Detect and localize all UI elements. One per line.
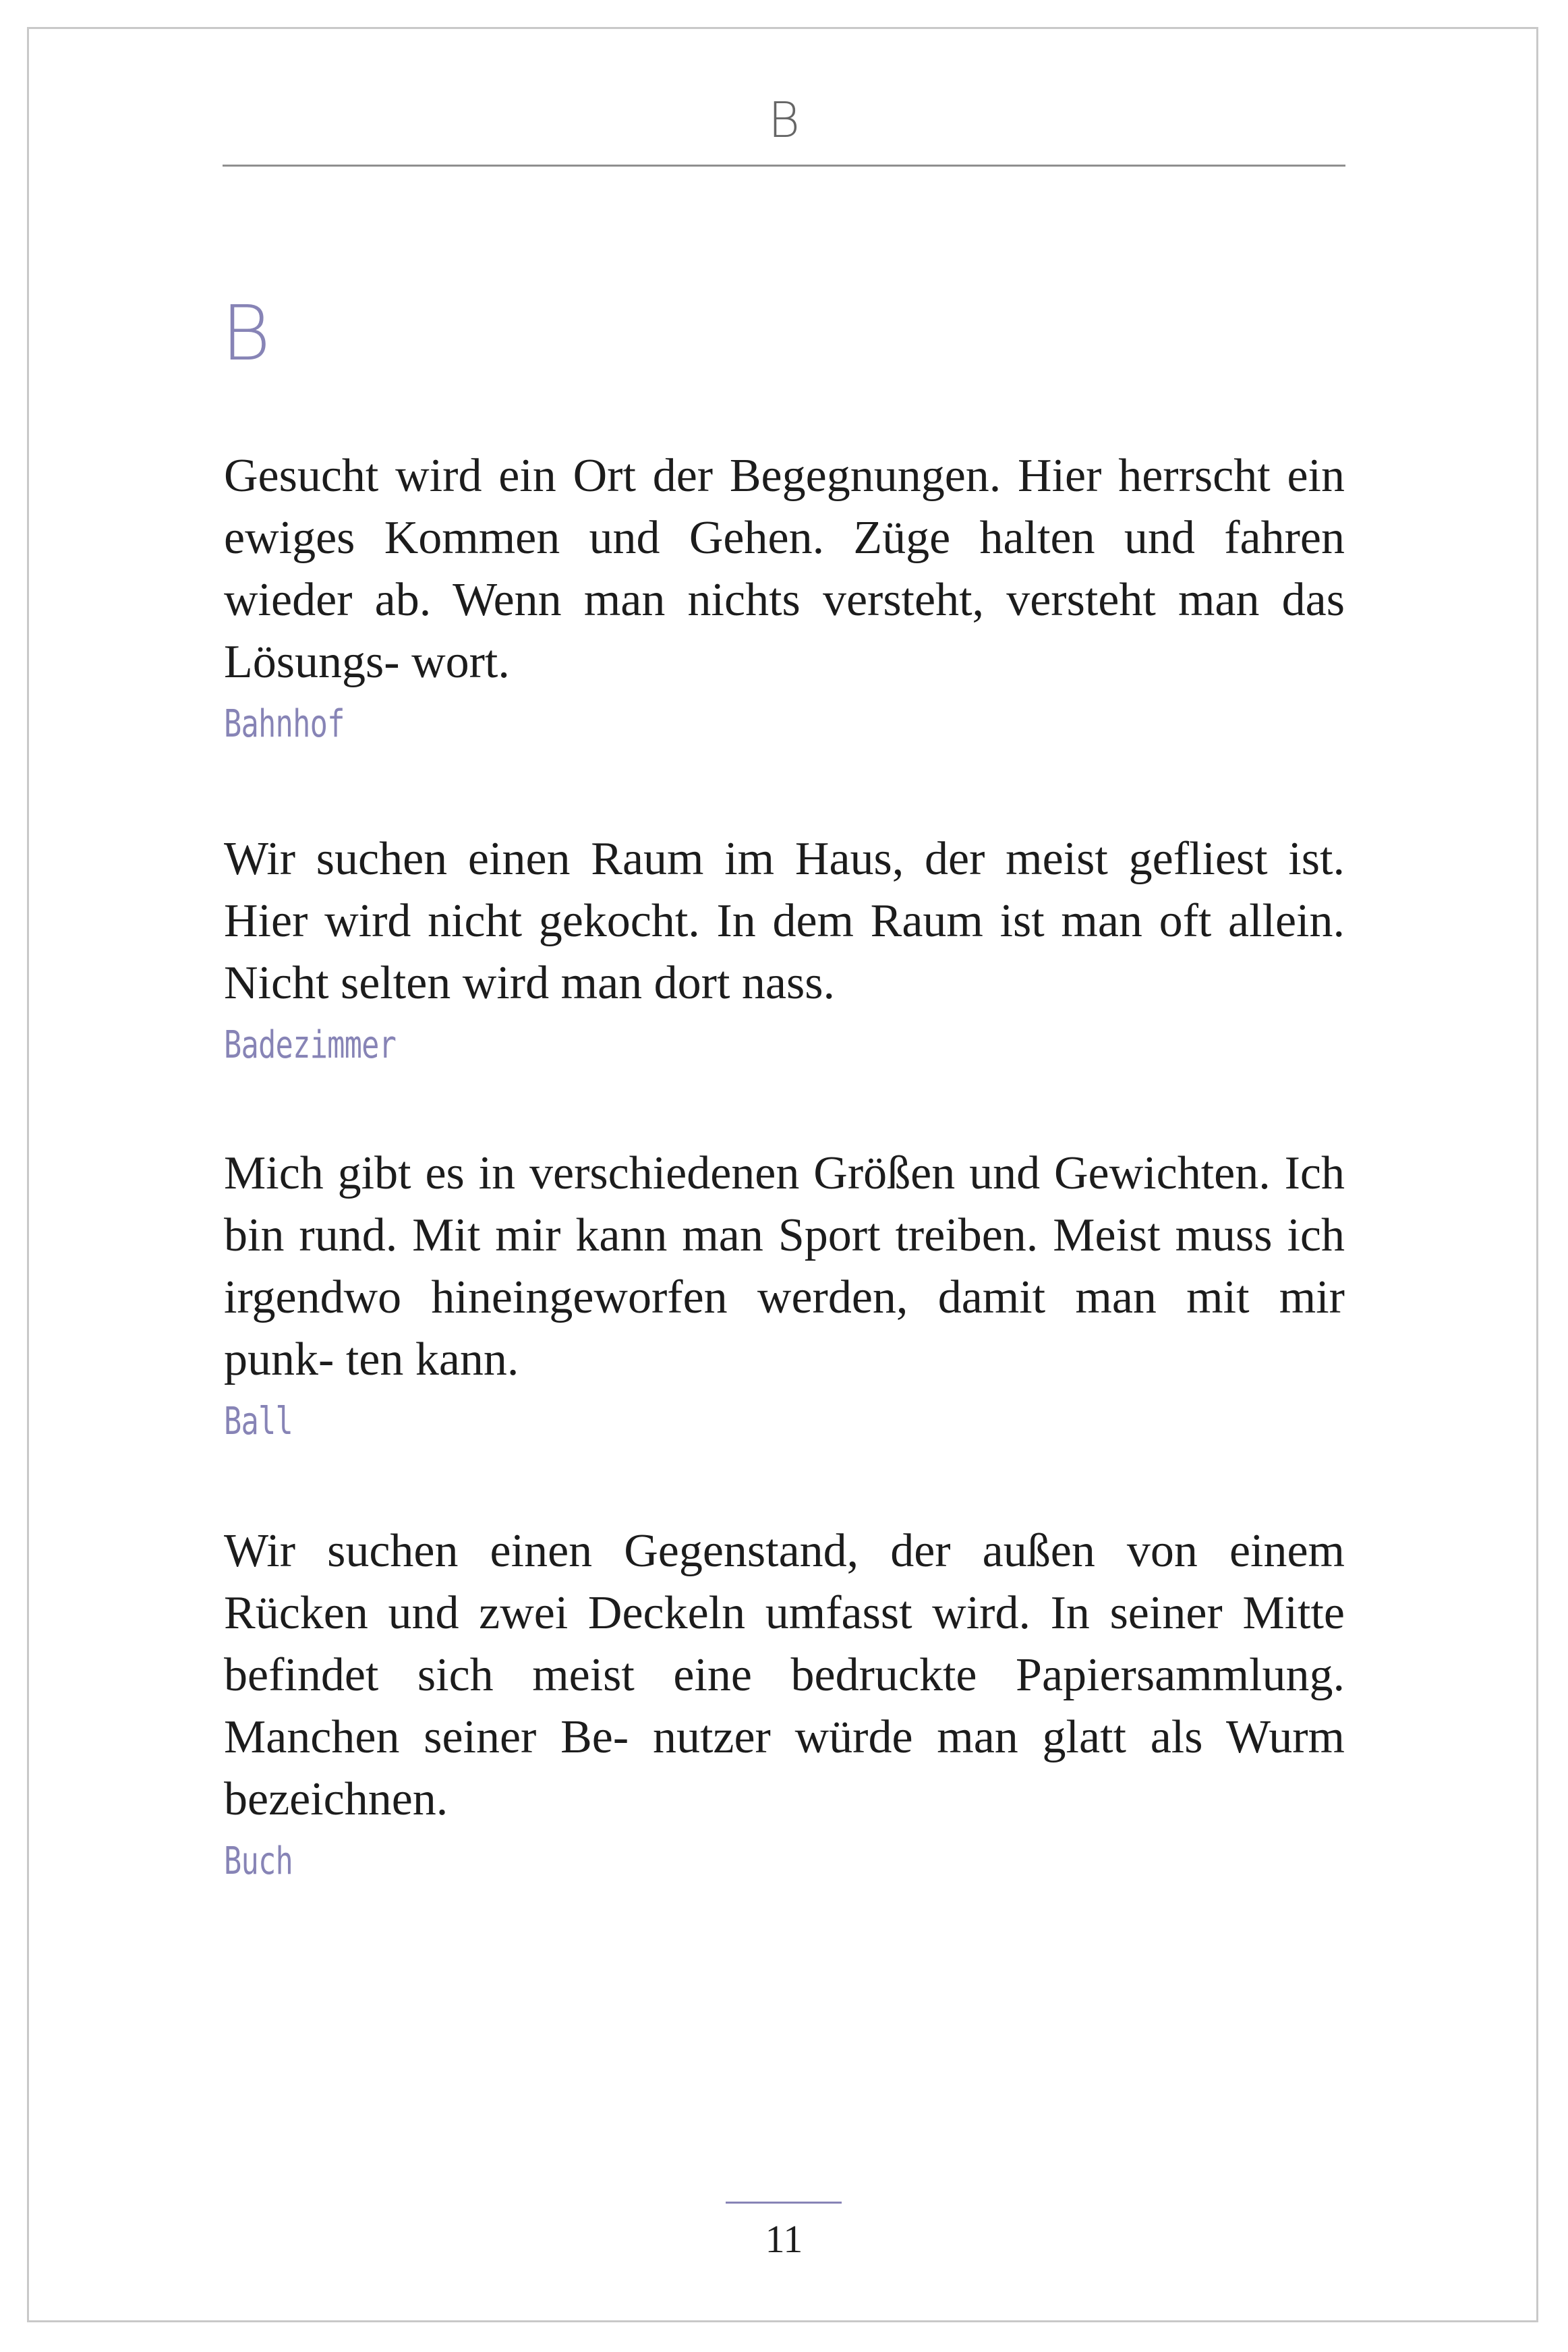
riddle-buch: [224, 1520, 1345, 1893]
riddle-answer: Badezimmer: [224, 1023, 397, 1067]
page-number: 11: [765, 2217, 803, 2261]
riddle-line: meist eine bedruckte Papiersammlung. Manchen seiner Be-: [224, 1649, 1345, 1763]
riddle-line: ten kann.: [345, 1333, 519, 1385]
riddle-answer: Buch: [224, 1839, 293, 1883]
riddle-line: und zwei Deckeln umfasst wird. In seiner Mitte befindet sich: [224, 1587, 1345, 1701]
riddle-line: bin rund. Mit mir kann man Sport treiben. Meist muss ich: [224, 1209, 1345, 1261]
riddle-line: Gesucht wird ein Ort der Begegnungen. Hier herrscht ein: [224, 450, 1345, 502]
header-rule: [223, 165, 1345, 167]
riddle-line: wird nicht gekocht. In dem Raum ist man oft allein. Nicht: [224, 895, 1345, 1009]
running-head: B: [767, 92, 801, 148]
riddle-answer: Bahnhof: [224, 702, 345, 746]
riddle-answer: Ball: [224, 1400, 293, 1443]
riddle-text: [224, 1520, 1345, 1831]
riddle-line: ewiges Kommen und Gehen. Züge halten und fahren wieder: [224, 512, 1345, 626]
riddle-ball: [224, 1143, 1345, 1453]
footer-rule: [726, 2202, 842, 2204]
riddle-line: wort.: [411, 636, 510, 688]
riddle-line: irgendwo hineingeworfen werden, damit man mit mir punk-: [224, 1271, 1345, 1385]
riddle-text: [224, 1143, 1345, 1391]
riddle-badezimmer: [224, 828, 1345, 1077]
riddle-line: selten wird man dort nass.: [341, 957, 835, 1009]
riddle-line: Wir suchen einen Gegenstand, der außen von einem Rücken: [224, 1525, 1345, 1639]
riddle-line: Mich gibt es in verschiedenen Größen und Gewichten. Ich: [224, 1147, 1345, 1199]
riddle-text: [224, 445, 1345, 693]
riddle-line: ab. Wenn man nichts versteht, versteht man das Lösungs-: [224, 574, 1345, 688]
riddle-text: [224, 828, 1345, 1014]
section-letter: B: [221, 290, 271, 378]
riddle-line: Wir suchen einen Raum im Haus, der meist gefliest ist. Hier: [224, 833, 1345, 947]
riddle-line: nutzer würde man glatt als Wurm bezeichnen.: [224, 1711, 1345, 1825]
riddle-bahnhof: [224, 445, 1345, 755]
